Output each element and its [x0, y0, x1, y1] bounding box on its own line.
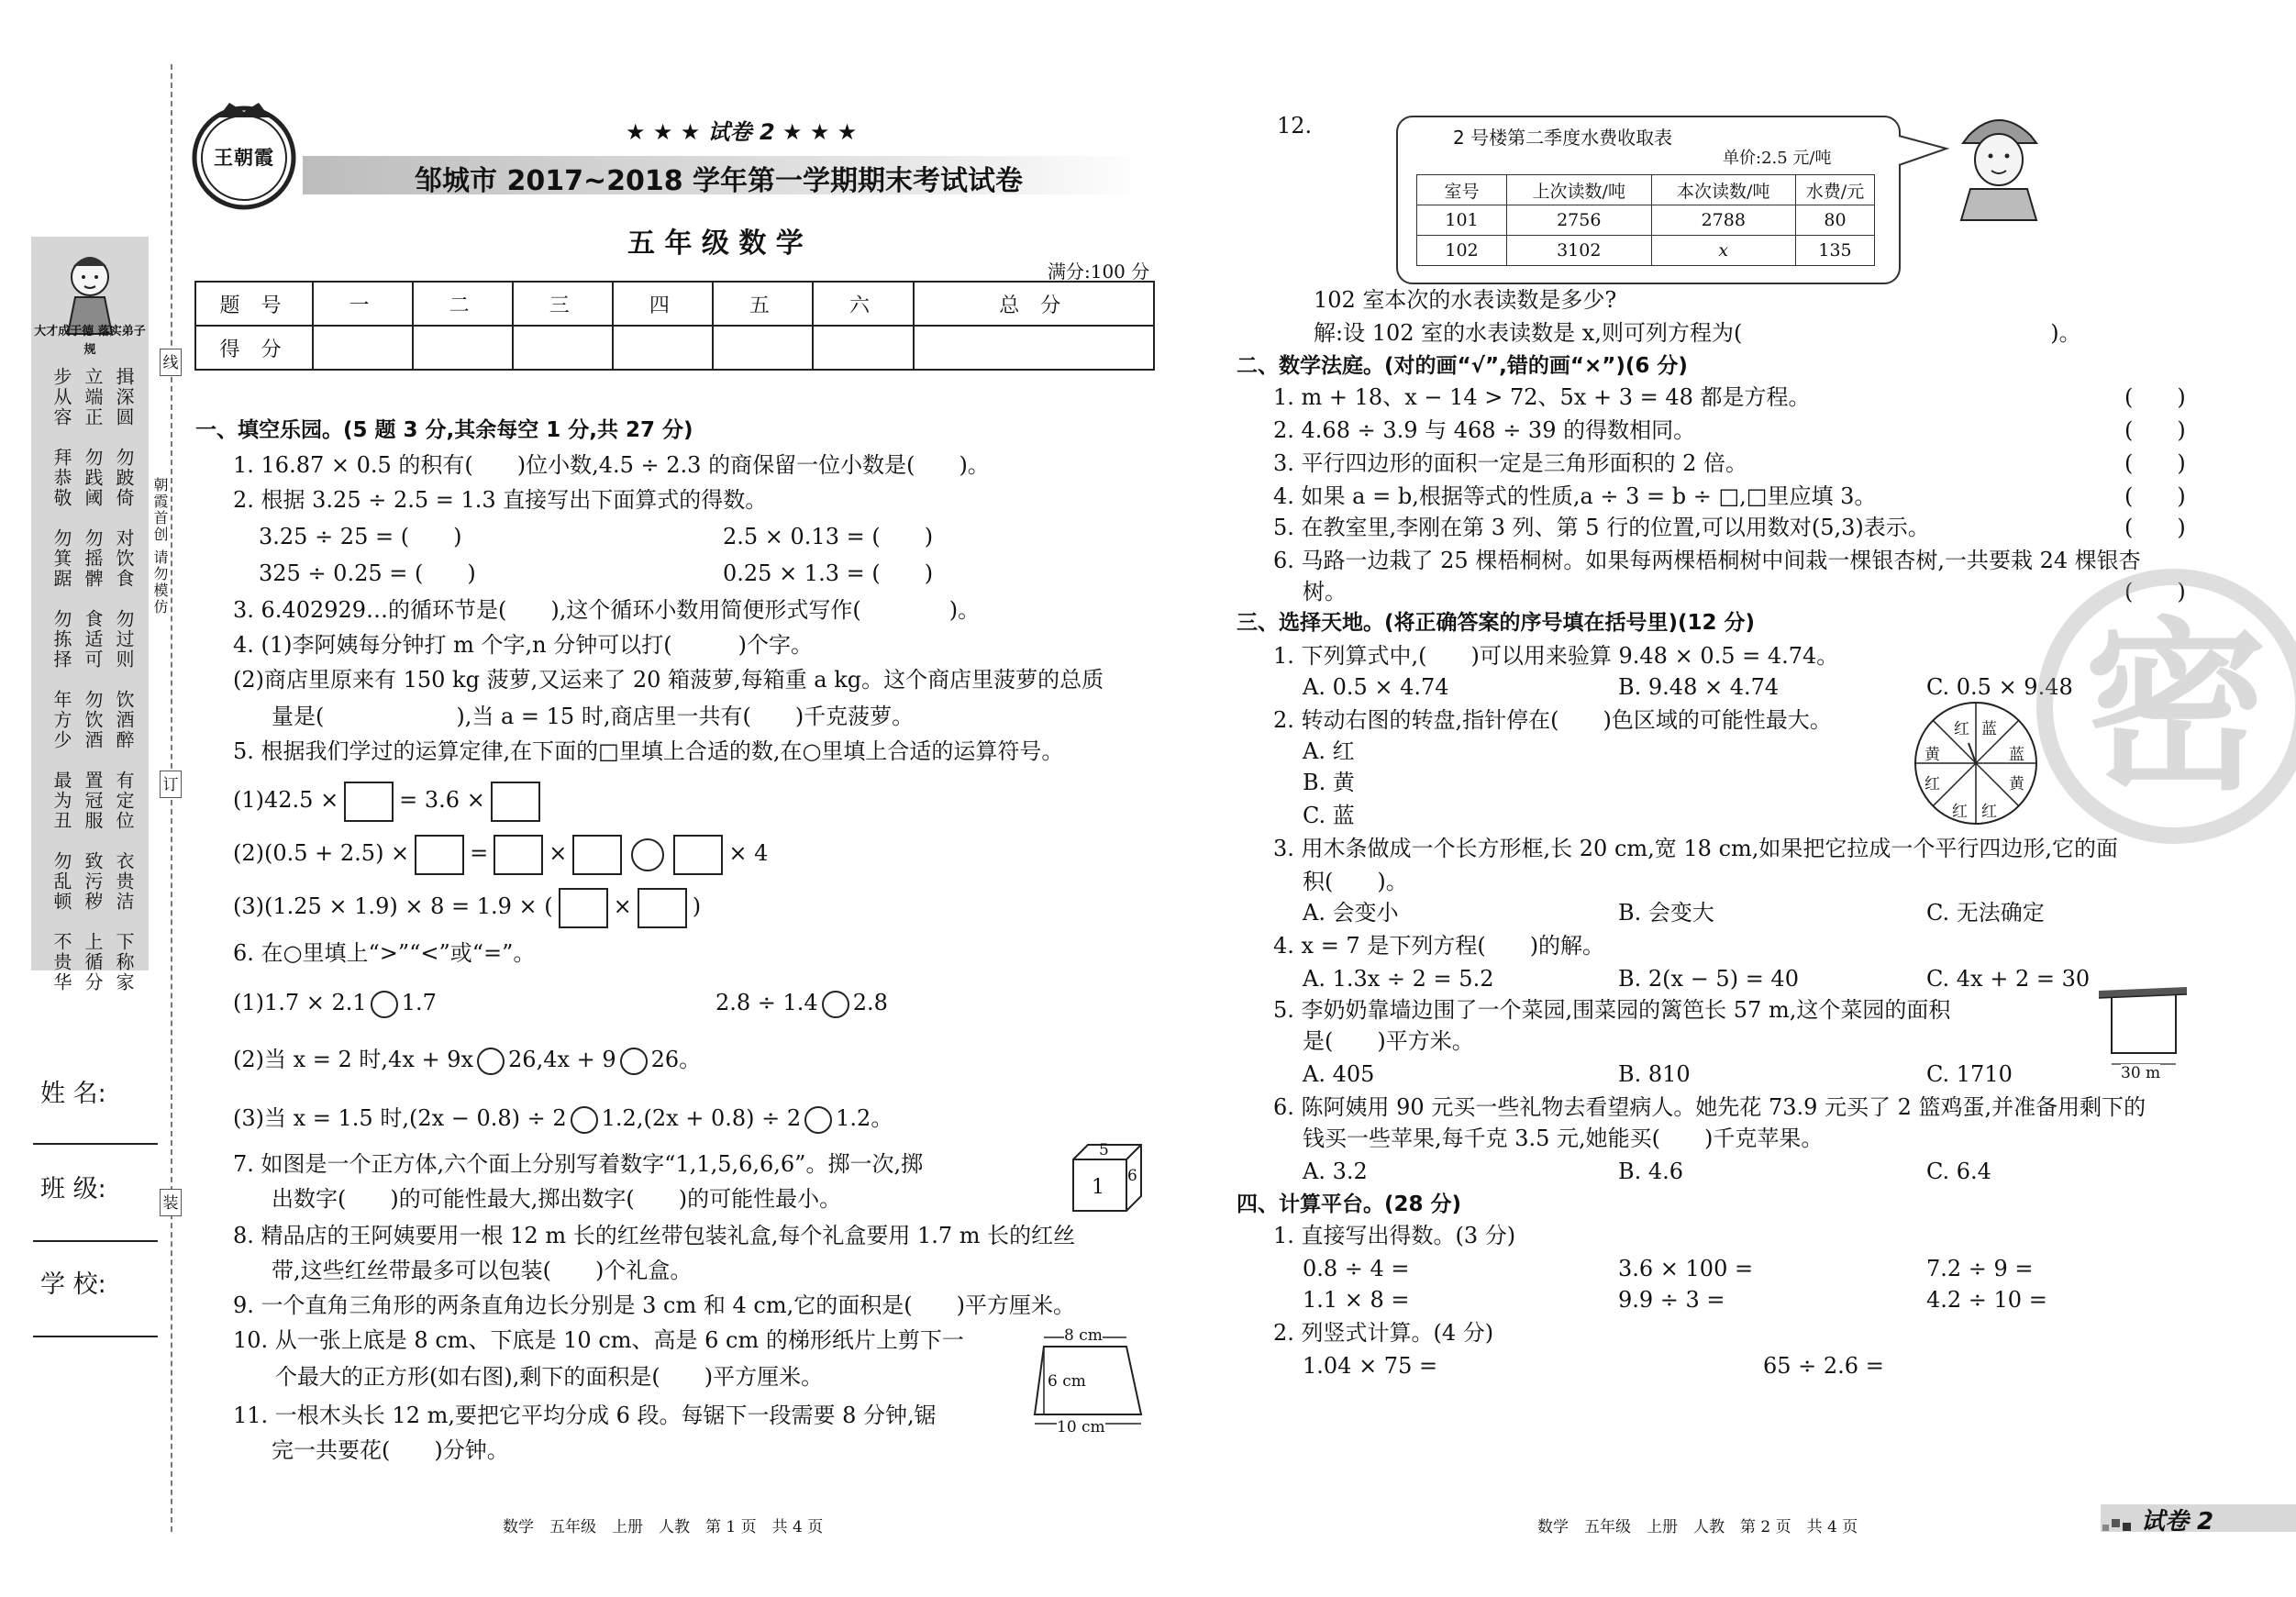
- calc-1: 1. 直接写出得数。(3 分): [1273, 1223, 1516, 1248]
- side-column-text: 上循分: [82, 932, 104, 993]
- question-12-prompt: 102 室本次的水表读数是多少?: [1314, 287, 1617, 313]
- section-3-heading: 三、选择天地。(将正确答案的序号填在括号里)(12 分): [1237, 611, 1756, 635]
- side-column-text: 勿拣择: [50, 609, 72, 670]
- corner-label: 试卷 2: [2141, 1508, 2214, 1536]
- name-label: 姓 名:: [40, 1080, 106, 1108]
- water-cell: 2756: [1507, 205, 1652, 236]
- q5-2-times: ×: [549, 840, 568, 866]
- tf-item-6-cont: 树。: [1303, 579, 1347, 604]
- side-column-text: 拜恭敬: [50, 448, 72, 508]
- choice-2-a: A. 红: [1303, 738, 1355, 764]
- q5-3-close: ): [692, 893, 702, 919]
- school-input-line[interactable]: [33, 1336, 158, 1337]
- calc-1-item-6: 4.2 ÷ 10 =: [1926, 1287, 2047, 1313]
- side-notice: 朝霞首创 请勿模仿: [151, 477, 169, 616]
- section-4-heading: 四、计算平台。(28 分): [1237, 1192, 1462, 1216]
- footer-left: 数学 五年级 上册 人教 第 1 页 共 4 页: [503, 1518, 824, 1536]
- side-column-text: 年方少: [50, 690, 72, 750]
- answer-box[interactable]: [491, 782, 540, 822]
- side-column-text: 有定位: [113, 771, 135, 831]
- question-10-line1: 10. 从一张上底是 8 cm、下底是 10 cm、高是 6 cm 的梯形纸片上剪下一: [233, 1327, 964, 1353]
- question-5-2: [233, 831, 768, 875]
- side-column-text: 致污秽: [82, 851, 104, 912]
- answer-box[interactable]: [638, 888, 687, 928]
- choice-5-b: B. 810: [1618, 1061, 1691, 1087]
- spinner-sector-8: 黄: [1924, 746, 1940, 764]
- spinner-sector-2: 蓝: [1981, 720, 1997, 738]
- tf-answer-6[interactable]: ( ): [2124, 579, 2186, 604]
- choice-5-line2: 是( )平方米。: [1303, 1028, 1474, 1054]
- score-header: 一: [313, 282, 413, 326]
- cube-front: 1: [1092, 1176, 1104, 1199]
- q6-2a: (2)当 x = 2 时,4x + 9x: [233, 1047, 474, 1072]
- score-cell[interactable]: [813, 326, 913, 370]
- calc-1-item-5: 9.9 ÷ 3 =: [1618, 1287, 1725, 1313]
- q6-3c: 1.2。: [836, 1105, 893, 1131]
- q6-1a: (1)1.7 × 2.1: [233, 990, 367, 1015]
- calc-1-item-2: 3.6 × 100 =: [1618, 1256, 1754, 1281]
- side-column-text: 食适可: [82, 609, 104, 670]
- score-cell[interactable]: [713, 326, 813, 370]
- score-header: 题 号: [195, 282, 313, 326]
- water-cell: 102: [1417, 236, 1507, 266]
- choice-3-line1: 3. 用木条做成一个长方形框,长 20 cm,宽 18 cm,如果把它拉成一个平行四边形,它的面: [1273, 836, 2119, 861]
- question-6-2: [233, 1046, 701, 1075]
- question-2d: 0.25 × 1.3 = ( ): [723, 560, 934, 586]
- choice-3-b: B. 会变大: [1618, 900, 1714, 926]
- tf-answer-2[interactable]: ( ): [2124, 417, 2186, 443]
- seal-char-2: 订: [160, 771, 182, 798]
- cube-side: 6: [1127, 1167, 1137, 1185]
- question-5: 5. 根据我们学过的运算定律,在下面的□里填上合适的数,在○里填上合适的运算符号。: [233, 738, 1064, 764]
- question-11-line2: 完一共要花( )分钟。: [272, 1437, 509, 1463]
- tf-answer-5[interactable]: ( ): [2124, 515, 2186, 540]
- answer-box[interactable]: [344, 782, 394, 822]
- side-column-text: 下称家: [113, 932, 135, 993]
- class-label: 班 级:: [40, 1175, 106, 1203]
- calc-1-item-4: 1.1 × 8 =: [1303, 1287, 1410, 1313]
- water-cell: 80: [1796, 205, 1875, 236]
- answer-box[interactable]: [415, 835, 464, 875]
- water-cell: x: [1651, 236, 1796, 266]
- tf-answer-3[interactable]: ( ): [2124, 450, 2186, 476]
- choice-5-line1: 5. 李奶奶靠墙边围了一个菜园,围菜园的篱笆长 57 m,这个菜园的面积: [1273, 997, 1951, 1023]
- q5-3-left: (3)(1.25 × 1.9) × 8 = 1.9 × (: [233, 893, 553, 919]
- logo-text: 王朝霞: [214, 146, 274, 169]
- q6-1d: 2.8: [852, 990, 888, 1015]
- score-table: [194, 281, 1155, 371]
- q6-2b: 26,4x + 9: [508, 1047, 616, 1072]
- q6-3a: (3)当 x = 1.5 时,(2x − 0.8) ÷ 2: [233, 1105, 567, 1131]
- calc-2: 2. 列竖式计算。(4 分): [1273, 1320, 1494, 1346]
- answer-box[interactable]: [559, 888, 608, 928]
- garden-figure: [2097, 981, 2189, 1071]
- side-motto: 大才成于德 落实弟子规: [34, 325, 146, 357]
- choice-4-a: A. 1.3x ÷ 2 = 5.2: [1303, 966, 1494, 992]
- side-column-text: 勿践阈: [82, 448, 104, 508]
- question-6-3: [233, 1104, 893, 1134]
- choice-6-b: B. 4.6: [1618, 1159, 1684, 1184]
- question-2b: 2.5 × 0.13 = ( ): [723, 524, 934, 549]
- tf-item-2: 2. 4.68 ÷ 3.9 与 468 ÷ 39 的得数相同。: [1273, 417, 1696, 443]
- tf-answer-4[interactable]: ( ): [2124, 483, 2186, 509]
- trap-top-label: 8 cm: [1064, 1326, 1103, 1345]
- full-score: 满分:100 分: [1048, 261, 1150, 283]
- side-column-text: 步从容: [50, 367, 72, 427]
- calc-1-item-3: 7.2 ÷ 9 =: [1926, 1256, 2034, 1281]
- choice-2-c: C. 蓝: [1303, 803, 1355, 828]
- score-header: 总 分: [914, 282, 1154, 326]
- q5-2-tail: × 4: [728, 840, 769, 866]
- tf-item-6: 6. 马路一边栽了 25 棵梧桐树。如果每两棵梧桐树中间栽一棵银杏树,一共要栽 24 棵银杏: [1273, 548, 2141, 573]
- water-table: [1416, 174, 1875, 266]
- spinner-sector-7: 红: [1924, 775, 1940, 793]
- spinner-sector-4: 黄: [2009, 775, 2024, 793]
- choice-1-a: A. 0.5 × 4.74: [1303, 674, 1449, 700]
- tf-item-3: 3. 平行四边形的面积一定是三角形面积的 2 倍。: [1273, 450, 1748, 476]
- compare-circle[interactable]: [571, 1106, 598, 1134]
- question-10-line2: 个最大的正方形(如右图),剩下的面积是( )平方厘米。: [275, 1364, 824, 1390]
- tf-item-5: 5. 在教室里,李刚在第 3 列、第 5 行的位置,可以用数对(5,3)表示。: [1273, 515, 1930, 540]
- score-cell[interactable]: [413, 326, 513, 370]
- score-cell[interactable]: [613, 326, 713, 370]
- question-4-2-line2: 量是( ),当 a = 15 时,商店里一共有( )千克菠萝。: [272, 704, 915, 729]
- choice-6-c: C. 6.4: [1926, 1159, 1991, 1184]
- question-8-line2: 带,这些红丝带最多可以包装( )个礼盒。: [272, 1258, 693, 1283]
- side-column-text: 揖深圆: [113, 367, 135, 427]
- q5-3-times: ×: [613, 893, 632, 919]
- side-column-text: 置冠服: [82, 771, 104, 831]
- side-column-text: 立端正: [82, 367, 104, 427]
- question-12-number: 12.: [1277, 113, 1313, 139]
- score-cell[interactable]: [914, 326, 1154, 370]
- operator-circle[interactable]: [631, 838, 664, 871]
- question-5-3: [233, 884, 701, 928]
- class-input-line[interactable]: [33, 1240, 158, 1242]
- q5-2-eq: =: [470, 840, 489, 866]
- question-12-solution: 解:设 102 室的水表读数是 x,则可列方程为( )。: [1314, 320, 2081, 346]
- trap-bottom-label: 10 cm: [1057, 1418, 1105, 1436]
- question-2c: 325 ÷ 0.25 = ( ): [259, 560, 476, 586]
- secret-stamp: [2036, 569, 2296, 844]
- side-column-text: 不贵华: [50, 932, 72, 993]
- speech-pointer: [1895, 128, 1950, 174]
- choice-6-a: A. 3.2: [1303, 1159, 1368, 1184]
- subject-title: 五 年 级 数 学: [627, 227, 804, 260]
- water-header: 本次读数/吨: [1651, 175, 1796, 205]
- score-header: 二: [413, 282, 513, 326]
- binding-line: [171, 64, 172, 1532]
- spinner-sector-3: 蓝: [2009, 746, 2024, 764]
- calc-2-item-2: 65 ÷ 2.6 =: [1763, 1353, 1884, 1379]
- answer-box[interactable]: [572, 835, 622, 875]
- choice-4-b: B. 2(x − 5) = 40: [1618, 966, 1799, 992]
- school-label: 学 校:: [40, 1270, 106, 1299]
- stamp-char: 密: [2084, 602, 2268, 815]
- side-column-text: 勿饮酒: [82, 690, 104, 750]
- choice-3-a: A. 会变小: [1303, 900, 1399, 926]
- spinner-sector-1: 红: [1954, 720, 1969, 738]
- question-2a: 3.25 ÷ 25 = ( ): [259, 524, 462, 549]
- trap-height-label: 6 cm: [1048, 1372, 1086, 1391]
- question-6-1: [233, 989, 437, 1018]
- q6-2c: 26。: [650, 1047, 702, 1072]
- question-8-line1: 8. 精品店的王阿姨要用一根 12 m 长的红丝带包装礼盒,每个礼盒要用 1.7 m 长的红丝: [233, 1223, 1076, 1248]
- score-cell[interactable]: [313, 326, 413, 370]
- question-1: 1. 16.87 × 0.5 的积有( )位小数,4.5 ÷ 2.3 的商保留一位小数是( )。: [233, 452, 990, 478]
- water-cell: 2788: [1651, 205, 1796, 236]
- compare-circle[interactable]: [620, 1048, 648, 1075]
- q5-1-left: (1)42.5 ×: [233, 787, 339, 813]
- compare-circle[interactable]: [371, 991, 398, 1018]
- choice-4: 4. x = 7 是下列方程( )的解。: [1273, 933, 1605, 959]
- side-columns: [46, 367, 138, 993]
- choice-1-c: C. 0.5 × 9.48: [1926, 674, 2073, 700]
- question-11-line1: 11. 一根木头长 12 m,要把它平均分成 6 段。每锯下一段需要 8 分钟,锯: [233, 1403, 937, 1428]
- answer-box[interactable]: [673, 835, 723, 875]
- question-9: 9. 一个直角三角形的两条直角边长分别是 3 cm 和 4 cm,它的面积是( )平方厘米。: [233, 1292, 1075, 1318]
- name-input-line[interactable]: [33, 1143, 158, 1145]
- garden-label: 30 m: [2121, 1064, 2161, 1082]
- water-price: 单价:2.5 元/吨: [1723, 149, 1832, 168]
- q6-1b: 1.7: [401, 990, 437, 1015]
- score-row-label: 得 分: [195, 326, 313, 370]
- q5-1-mid: = 3.6 ×: [399, 787, 485, 813]
- worker-figure: [1948, 103, 2049, 222]
- cube-top: 5: [1099, 1141, 1109, 1159]
- side-column-text: 饮酒醉: [113, 690, 135, 750]
- calc-1-item-1: 0.8 ÷ 4 =: [1303, 1256, 1410, 1281]
- side-column-text: 对饮食: [113, 528, 135, 589]
- compare-circle[interactable]: [804, 1106, 832, 1134]
- trapezoid-figure: [1024, 1330, 1152, 1431]
- choice-4-c: C. 4x + 2 = 30: [1926, 966, 2091, 992]
- choice-3-c: C. 无法确定: [1926, 900, 2045, 926]
- exam-title: 邹城市 2017~2018 学年第一学期期末考试试卷: [415, 165, 1024, 197]
- question-2: 2. 根据 3.25 ÷ 2.5 = 1.3 直接写出下面算式的得数。: [233, 487, 768, 513]
- corner-squares: [2102, 1512, 2135, 1528]
- score-header: 六: [813, 282, 913, 326]
- score-header: 三: [513, 282, 613, 326]
- spinner-sector-6: 红: [1952, 803, 1968, 821]
- tf-item-4: 4. 如果 a = b,根据等式的性质,a ÷ 3 = b ÷ □,□里应填 3。: [1273, 483, 1877, 509]
- question-6: 6. 在○里填上“>”“<”或“=”。: [233, 940, 536, 966]
- question-7-line2: 出数字( )的可能性最大,掷出数字( )的可能性最小。: [272, 1186, 842, 1212]
- q5-2-left: (2)(0.5 + 2.5) ×: [233, 840, 410, 866]
- seal-char-1: 线: [160, 349, 182, 376]
- footer-right: 数学 五年级 上册 人教 第 2 页 共 4 页: [1537, 1518, 1858, 1536]
- water-header: 上次读数/吨: [1507, 175, 1652, 205]
- side-column-text: 勿摇髀: [82, 528, 104, 589]
- compare-circle[interactable]: [477, 1048, 505, 1075]
- choice-1-b: B. 9.48 × 4.74: [1618, 674, 1780, 700]
- question-5-1: [233, 778, 546, 822]
- spinner-sector-5: 红: [1981, 803, 1997, 821]
- water-cell: 101: [1417, 205, 1507, 236]
- question-4-1: 4. (1)李阿姨每分钟打 m 个字,n 分钟可以打( )个字。: [233, 632, 813, 658]
- choice-3-line2: 积( )。: [1303, 869, 1408, 894]
- tf-item-1: 1. m + 18、x − 14 > 72、5x + 3 = 48 都是方程。: [1273, 384, 1811, 410]
- choice-5-c: C. 1710: [1926, 1061, 2013, 1087]
- tf-answer-1[interactable]: ( ): [2124, 384, 2186, 410]
- question-6-1-right: [715, 989, 888, 1018]
- choice-2-b: B. 黄: [1303, 770, 1355, 795]
- score-header: 四: [613, 282, 713, 326]
- water-header: 水费/元: [1796, 175, 1875, 205]
- side-column-text: 最为丑: [50, 771, 72, 831]
- section-1-heading: 一、填空乐园。(5 题 3 分,其余每空 1 分,共 27 分): [195, 418, 693, 442]
- side-column-text: 勿过则: [113, 609, 135, 670]
- q6-1c: 2.8 ÷ 1.4: [715, 990, 818, 1015]
- choice-6-line2: 钱买一些苹果,每千克 3.5 元,她能买( )千克苹果。: [1303, 1126, 1824, 1151]
- side-column-text: 勿箕踞: [50, 528, 72, 589]
- choice-1: 1. 下列算式中,( )可以用来验算 9.48 × 0.5 = 4.74。: [1273, 643, 1839, 669]
- compare-circle[interactable]: [822, 991, 849, 1018]
- choice-6-line1: 6. 陈阿姨用 90 元买一些礼物去看望病人。她先花 73.9 元买了 2 篮鸡蛋,并准备用剩下的: [1273, 1094, 2146, 1120]
- side-column-text: 勿乱顿: [50, 851, 72, 912]
- question-4-2-line1: (2)商店里原来有 150 kg 菠萝,又运来了 20 箱菠萝,每箱重 a kg。这个商店里菠萝的总质: [233, 667, 1104, 693]
- water-header: 室号: [1417, 175, 1507, 205]
- question-7-line1: 7. 如图是一个正方体,六个面上分别写着数字“1,1,5,6,6,6”。掷一次,掷: [233, 1151, 924, 1177]
- section-2-heading: 二、数学法庭。(对的画“√”,错的画“×”)(6 分): [1237, 354, 1688, 378]
- q6-3b: 1.2,(2x + 0.8) ÷ 2: [601, 1105, 802, 1131]
- paper-number: ★ ★ ★ 试卷 2 ★ ★ ★: [626, 119, 858, 145]
- side-column-text: 衣贵洁: [113, 851, 135, 912]
- water-table-title: 2 号楼第二季度水费收取表: [1453, 127, 1673, 149]
- choice-5-a: A. 405: [1303, 1061, 1375, 1087]
- side-column-text: 勿跛倚: [113, 448, 135, 508]
- water-cell: 3102: [1507, 236, 1652, 266]
- answer-box[interactable]: [494, 835, 543, 875]
- score-cell[interactable]: [513, 326, 613, 370]
- question-3: 3. 6.402929…的循环节是( ),这个循环小数用简便形式写作( )。: [233, 597, 981, 623]
- score-header: 五: [713, 282, 813, 326]
- choice-2: 2. 转动右图的转盘,指针停在( )色区域的可能性最大。: [1273, 707, 1832, 733]
- seal-char-3: 装: [160, 1189, 182, 1216]
- calc-2-item-1: 1.04 × 75 =: [1303, 1353, 1438, 1379]
- water-cell: 135: [1796, 236, 1875, 266]
